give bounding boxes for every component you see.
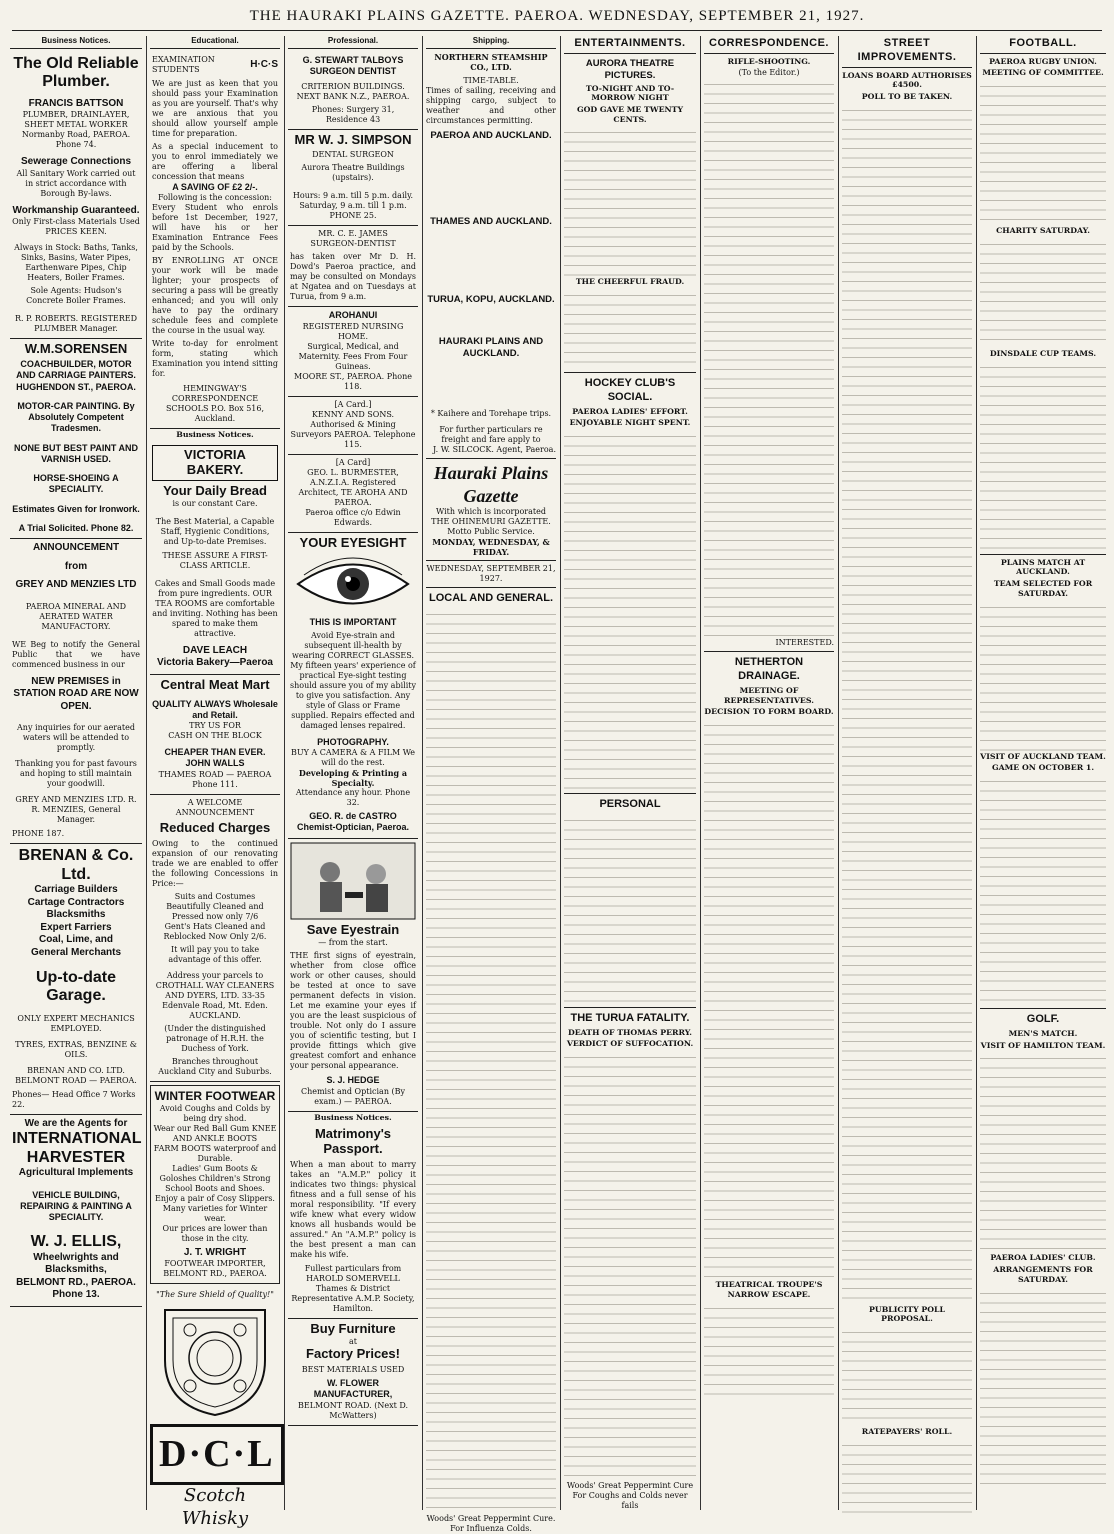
news-body-text xyxy=(980,1052,1106,1252)
ad-eyesight: YOUR EYESIGHT THIS IS IMPORTANT Avoid Eye-strain and subsequent ill-health by wearing CORRECT GLASSES. My fifteen years' experience of practical Eye-sight testing should assure you of my ability to give you satisfaction. Any style of Glass or Frame supplied. Repairs effected and damaged lenses repaired. PHOTOGRAPHY. BUY A CAMERA & A FILM We will do the rest. Developing & Printing a Specialty. Attendance any hour. Phone 32. GEO. R. de CASTRO Chemist-Optician, Paeroa. xyxy=(288,533,418,839)
column-divider xyxy=(284,36,285,1510)
ad-international-harvester: We are the Agents for INTERNATIONAL HARVESTER Agricultural Implements VEHICLE BUILDING, REPAIRING & PAINTING A SPECIALITY. W. J. ELLIS, Wheelwrights and Blacksmiths, BELMONT RD., PAEROA. Phone 13. xyxy=(10,1115,142,1307)
column-divider xyxy=(146,36,147,1510)
column-heading: FOOTBALL. xyxy=(980,36,1106,54)
ad-crothall: A WELCOME ANNOUNCEMENT Reduced Charges Owing to the continued expansion of our renovating trade we are enabled to offer the following Concessions in Price:— Suits and Costumes Beautifully Cleaned and Pressed now only 7/6 Gent's Hats Cleaned and Reblocked Now Only 2/6. It will pay you to take advantage of this offer. Address your parcels to CROTHALL WAY CLEANERS AND DYERS, LTD. 33-35 Edenvale Road, Mt. Eden. AUCKLAND. (Under the distinguished patronage of H.R.H. the Duchess of York. Branches throughout Auckland City and Suburbs. xyxy=(150,795,280,1082)
news-body-text xyxy=(842,1326,972,1426)
column-heading: CORRESPONDENCE. xyxy=(704,36,834,54)
news-body-text xyxy=(564,126,696,276)
column-heading: Business Notices. xyxy=(10,36,142,49)
news-body-text xyxy=(704,719,834,1279)
sailing-table xyxy=(426,144,556,212)
ad-hedge: Save Eyestrain — from the start. THE first signs of eyestrain, whether from close office work or other causes, should be tested at once to save permanent defects in vision. Let me examine your eyes if you are the least suspicious of trouble. Not only do I assure you of scientific testing, but I provide fittings which give greatest comfort and enhance your personal appearance. S. J. HEDGE Chemist and Optician (By exam.) — PAEROA. xyxy=(288,839,418,1112)
sailing-table xyxy=(426,308,556,332)
ad-winter-footwear: WINTER FOOTWEAR Avoid Coughs and Colds by being dry shod. Wear our Red Ball Gum KNEE AND ANKLE BOOTS FARM BOOTS waterproof and Durable. Ladies' Gum Boots & Goloshes Children's Strong School Boots and Shoes. Enjoy a pair of Cosy Slippers. Many varieties for Winter wear. Our prices are lower than those in the city. J. T. WRIGHT FOOTWEAR IMPORTER, BELMONT RD., PAEROA. xyxy=(150,1085,280,1285)
news-body-text xyxy=(564,430,696,790)
column-divider xyxy=(976,36,977,1510)
column-divider xyxy=(422,36,423,1510)
news-body-text xyxy=(980,80,1106,225)
section-heading: LOCAL AND GENERAL. xyxy=(428,592,554,605)
card-simpson: MR W. J. SIMPSON DENTAL SURGEON Aurora Theatre Buildings (upstairs). Hours: 9 a.m. till 5 p.m. daily. Saturday, 9 a.m. till 1 p.m. PHONE 25. xyxy=(288,130,418,227)
optician-illustration-icon xyxy=(290,842,416,920)
card-james: MR. C. E. JAMES SURGEON-DENTIST has taken over Mr D. H. Dowd's Paeroa practice, and may be consulted on Mondays at Ngatea and on Tuesdays at Turua, from 9 a.m. xyxy=(288,226,418,307)
letter-body-text xyxy=(704,78,834,638)
gazette-nameplate: Hauraki Plains Gazette xyxy=(433,463,549,506)
hcs-logo: H·C·S xyxy=(250,58,278,70)
ad-central-meat-mart: Central Meat Mart QUALITY ALWAYS Wholesale and Retail. TRY US FOR CASH ON THE BLOCK CHEAPER THAN EVER. JOHN WALLS THAMES ROAD — PAEROA Phone 111. xyxy=(150,675,280,795)
news-body-text xyxy=(980,601,1106,751)
column-entertainments: ENTERTAINMENTS. AURORA THEATRE PICTURES. TO-NIGHT AND TO-MORROW NIGHT GOD GAVE ME TWENTY CENTS. THE CHEERFUL FRAUD. HOCKEY CLUB'S SOCIAL. PAEROA LADIES' EFFORT. ENJOYABLE NIGHT SPENT. PERSONAL THE TURUA FATALITY. DEATH OF THOMAS PERRY. VERDICT OF SUFFOCATION. Woods' Great Peppermint Cure For Coughs and Colds never fails xyxy=(564,36,696,1510)
ad-victoria-bakery: VICTORIA BAKERY. Your Daily Bread is our constant Care. The Best Material, a Capable Staff, Hygienic Conditions, and Up-to-date Premises. THESE ASSURE A FIRST-CLASS ARTICLE. Cakes and Small Goods made from pure ingredients. OUR TEA ROOMS are comfortable and inviting. Nothing has been spared to make them attractive. DAVE LEACH Victoria Bakery—Paeroa xyxy=(150,442,280,675)
ad-hemingway: EXAMINATION STUDENTS H·C·S We are just as keen that you should pass your Examination as you are yourself. That's why we are anxious that you should allow yourself ample time for preparation. As a special inducement to you to enrol immediately we are offering a liberal concession that means A SAVING OF £2 2/-. Following is the concession: Every Student who enrols before 1st December, 1927, will have his or her Examination Entrance Fees paid by the Schools. BY ENROLLING AT ONCE your work will be made lighter; your prospects of securing a pass will be greatly enhanced; and you will only have to pay the ordinary schedule fees and complete the course in the usual way. Write to-day for enrolment form, stating which Examination you intend sitting for. HEMINGWAY'S CORRESPONDENCE SCHOOLS P.O. Box 516, Auckland. xyxy=(150,52,280,429)
ad-brenan: BRENAN & Co. Ltd. Carriage Builders Cartage Contractors Blacksmiths Expert Farriers Coal, Lime, and General Merchants Up-to-date Garage. ONLY EXPERT MECHANICS EMPLOYED. TYRES, EXTRAS, BENZINE & OILS. BRENAN AND CO. LTD. BELMONT ROAD — PAEROA. Phones— Head Office 7 Works 22. xyxy=(10,844,142,1115)
column-professional: Professional. G. STEWART TALBOYS SURGEON DENTIST CRITERION BUILDINGS. NEXT BANK N.Z., PAEROA. Phones: Surgery 31, Residence 43 MR W. J. SIMPSON DENTAL SURGEON Aurora Theatre Buildings (upstairs). Hours: 9 a.m. till 5 p.m. daily. Saturday, 9 a.m. till 1 p.m. PHONE 25. MR. C. E. JAMES SURGEON-DENTIST has taken over Mr D. H. Dowd's Paeroa practice, and may be consulted on Mondays at Ngatea and on Tuesdays at Turua, from 9 a.m. AROHANUI REGISTERED NURSING HOME. Surgical, Medical, and Maternity. Fees From Four Guineas. MOORE ST., PAEROA. Phone 118. [A Card.] KENNY AND SONS. Authorised & Mining Surveyors PAEROA. Telephone 115. [A Card] GEO. L. BURMESTER, A.N.Z.I.A. Registered Architect, TE AROHA AND PAEROA. Paeroa office c/o Edwin Edwards. YOUR EYESIGHT THIS IS IMPORTANT Avoid Eye-strain and subsequent ill-health by wearing CORRECT GLASSES. My fifteen years' experience of practical Eye-sight testing should assure you of my ability to give you satisfaction. Any style of Glass or Frame supplied. Repairs effected and damaged lenses repaired. PHOTOGRAPHY. BUY A CAMERA & A FILM We will do the rest. Developing & Printing a Specialty. Attendance any hour. Phone 32. GEO. R. de CASTRO Chemist-Optician, Paeroa. Save Eyestrain — from the start. THE first signs of eyestrain, whether from close office work or other causes, should be tested at once to save permanent defects in vision. Let me examine your eyes if you are the least suspicious of trouble. Not only do I assure you of scientific testing, but I provide fittings which give greatest comfort and enhance your personal appearance. S. J. HEDGE Chemist and Optician (By exam.) — PAEROA. Business Notices. Matrimony's Passport. When a man about to marry takes an "A.M.P." policy it indicates two things: physical fitness and a full sense of his moral responsibility. "If every wife knew what every widow knows all husbands would be assured." An "A.M.P." policy is the best present a man can make his wife. Fullest particulars from HAROLD SOMERVELL Thames & District Representative A.M.P. Society, Hamilton. Buy Furniture at Factory Prices! BEST MATERIALS USED W. FLOWER MANUFACTURER, BELMONT ROAD. (Next D. McWatters) xyxy=(288,36,418,1510)
masthead-rule xyxy=(12,30,1102,31)
news-body-text xyxy=(564,814,696,1004)
news-body-text xyxy=(564,289,696,369)
column-shipping: Shipping. NORTHERN STEAMSHIP CO., LTD. TIME-TABLE. Times of sailing, receiving and shipping cargo, subject to weather and other circumstances permitting. PAEROA AND AUCKLAND. THAMES AND AUCKLAND. TURUA, KOPU, AUCKLAND. HAURAKI PLAINS AND AUCKLAND. * Kaihere and Torehape trips. For further particulars re freight and fare apply to J. W. SILCOCK. Agent, Paeroa. Hauraki Plains Gazette With which is incorporated THE OHINEMURI GAZETTE. Motto Public Service. MONDAY, WEDNESDAY, & FRIDAY. WEDNESDAY, SEPTEMBER 21, 1927. LOCAL AND GENERAL. Woods' Great Peppermint Cure. For Influenza Colds. xyxy=(426,36,556,1534)
news-body-text xyxy=(564,1051,696,1481)
column-divider xyxy=(838,36,839,1510)
masthead: THE HAURAKI PLAINS GAZETTE. PAEROA. WEDNESDAY, SEPTEMBER 21, 1927. xyxy=(249,8,865,24)
column-heading: Educational. xyxy=(150,36,280,49)
news-body-text xyxy=(842,104,972,1304)
column-heading: ENTERTAINMENTS. xyxy=(564,36,696,54)
column-heading: STREET IMPROVEMENTS. xyxy=(842,36,972,68)
card-talboys: G. STEWART TALBOYS SURGEON DENTIST CRITERION BUILDINGS. NEXT BANK N.Z., PAEROA. Phones: Surgery 31, Residence 43 xyxy=(288,52,418,130)
ad-plumber: The Old Reliable Plumber. FRANCIS BATTSON PLUMBER, DRAINLAYER, SHEET METAL WORKER Normanby Road, PAEROA. Phone 74. Sewerage Connections All Sanitary Work carried out in strict accordance with Borough By-laws. Workmanship Guaranteed. Only First-class Materials Used PRICES KEEN. Always in Stock: Baths, Tanks, Sinks, Basins, Water Pipes, Earthenware Pipes, Chip Heaters, Boiler Frames. Sole Agents: Hudson's Concrete Boiler Frames. R. P. ROBERTS. REGISTERED PLUMBER Manager. xyxy=(10,52,142,339)
shield-crest-icon xyxy=(155,1300,275,1420)
ad-furniture: Buy Furniture at Factory Prices! BEST MATERIALS USED W. FLOWER MANUFACTURER, BELMONT ROAD. (Next D. McWatters) xyxy=(288,1319,418,1425)
column-street-improvements: STREET IMPROVEMENTS. LOANS BOARD AUTHORISES £4500. POLL TO BE TAKEN. PUBLICITY POLL PROPOSAL. RATEPAYERS' ROLL. xyxy=(842,36,972,1510)
column-educational: Educational. EXAMINATION STUDENTS H·C·S We are just as keen that you should pass your Examination as you are yourself. That's why we are anxious that you should allow yourself ample time for preparation. As a special inducement to you to enrol immediately we are offering a liberal concession that means A SAVING OF £2 2/-. Following is the concession: Every Student who enrols before 1st December, 1927, will have his or her Examination Entrance Fees paid by the Schools. BY ENROLLING AT ONCE your work will be made lighter; your prospects of securing a pass will be greatly enhanced; and you will only have to pay the ordinary schedule fees and complete the course in the usual way. Write to-day for enrolment form, stating which Examination you intend sitting for. HEMINGWAY'S CORRESPONDENCE SCHOOLS P.O. Box 516, Auckland. Business Notices. VICTORIA BAKERY. Your Daily Bread is our constant Care. The Best Material, a Capable Staff, Hygienic Conditions, and Up-to-date Premises. THESE ASSURE A FIRST-CLASS ARTICLE. Cakes and Small Goods made from pure ingredients. OUR TEA ROOMS are comfortable and inviting. Nothing has been spared to make them attractive. DAVE LEACH Victoria Bakery—Paeroa Central Meat Mart QUALITY ALWAYS Wholesale and Retail. TRY US FOR CASH ON THE BLOCK CHEAPER THAN EVER. JOHN WALLS THAMES ROAD — PAEROA Phone 111. A WELCOME ANNOUNCEMENT Reduced Charges Owing to the continued expansion of our renovating trade we are enabled to offer the following Concessions in Price:— Suits and Costumes Beautifully Cleaned and Pressed now only 7/6 Gent's Hats Cleaned and Reblocked Now Only 2/6. It will pay you to take advantage of this offer. Address your parcels to CROTHALL WAY CLEANERS AND DYERS, LTD. 33-35 Edenvale Road, Mt. Eden. AUCKLAND. (Under the distinguished patronage of H.R.H. the Duchess of York. Branches throughout Auckland City and Suburbs. WINTER FOOTWEAR Avoid Coughs and Colds by being dry shod. Wear our Red Ball Gum KNEE AND ANKLE BOOTS FARM BOOTS waterproof and Durable. Ladies' Gum Boots & Goloshes Children's Strong School Boots and Shoes. Enjoy a pair of Cosy Slippers. Many varieties for Winter wear. Our prices are lower than those in the city. J. T. WRIGHT FOOTWEAR IMPORTER, BELMONT RD., PAEROA. "The Sure Shield of Quality!" D·C·L Scotch Whisky xyxy=(150,36,280,1510)
ad-title: The Old Reliable Plumber. xyxy=(13,55,139,91)
news-body-text xyxy=(980,238,1106,348)
card-burmester: [A Card] GEO. L. BURMESTER, A.N.Z.I.A. Registered Architect, TE AROHA AND PAEROA. Paeroa office c/o Edwin Edwards. xyxy=(288,455,418,533)
column-divider xyxy=(700,36,701,1510)
ad-grey-menzies: ANNOUNCEMENT from GREY AND MENZIES LTD PAEROA MINERAL AND AERATED WATER MANUFACTORY. WE Beg to notify the General Public that we have commenced business in our NEW PREMISES in STATION ROAD ARE NOW OPEN. Any inquiries for our aerated waters will be attended to promptly. Thanking you for past favours and hoping to still maintain your goodwill. GREY AND MENZIES LTD. R. R. MENZIES, General Manager. PHONE 187. xyxy=(10,539,142,844)
news-body-text xyxy=(842,1439,972,1519)
news-body-text xyxy=(980,1287,1106,1487)
news-body-text xyxy=(980,361,1106,551)
sailing-table xyxy=(426,361,556,409)
ad-amp: Matrimony's Passport. When a man about to marry takes an "A.M.P." policy it indicates two things: physical fitness and a full sense of his moral responsibility. "If every wife knew what every widow knows all husbands would be assured." An "A.M.P." policy is the best present a man can make his wife. Fullest particulars from HAROLD SOMERVELL Thames & District Representative A.M.P. Society, Hamilton. xyxy=(288,1124,418,1319)
column-heading: Shipping. xyxy=(426,36,556,49)
ad-sorensen: W.M.SORENSEN COACHBUILDER, MOTOR AND CARRIAGE PAINTERS. HUGHENDON ST., PAEROA. MOTOR-CAR PAINTING. By Absolutely Competent Tradesmen. NONE BUT BEST PAINT AND VARNISH USED. HORSE-SHOEING A SPECIALITY. Estimates Given for Ironwork. A Trial Solicited. Phone 82. xyxy=(10,339,142,539)
column-divider xyxy=(560,36,561,1510)
news-body-text xyxy=(980,775,1106,1005)
eye-icon xyxy=(294,555,412,613)
sailing-table xyxy=(426,230,556,290)
column-heading: Professional. xyxy=(288,36,418,49)
card-kenny: [A Card.] KENNY AND SONS. Authorised & Mining Surveyors PAEROA. Telephone 115. xyxy=(288,397,418,455)
news-body-text xyxy=(704,1302,834,1402)
column-correspondence: CORRESPONDENCE. RIFLE-SHOOTING. (To the Editor.) INTERESTED. NETHERTON DRAINAGE. MEETING OF REPRESENTATIVES. DECISION TO FORM BOARD. THEATRICAL TROUPE'S NARROW ESCAPE. xyxy=(704,36,834,1510)
card-arohanui: AROHANUI REGISTERED NURSING HOME. Surgical, Medical, and Maternity. Fees From Four Guineas. MOORE ST., PAEROA. Phone 118. xyxy=(288,307,418,396)
column-business-notices xyxy=(10,36,142,1510)
news-body-text xyxy=(426,608,556,1508)
ad-dcl-whisky: "The Sure Shield of Quality!" D·C·L Scotch Whisky xyxy=(150,1290,280,1530)
column-football: FOOTBALL. PAEROA RUGBY UNION. MEETING OF COMMITTEE. CHARITY SATURDAY. DINSDALE CUP TEAMS. PLAINS MATCH AT AUCKLAND. TEAM SELECTED FOR SATURDAY. VISIT OF AUCKLAND TEAM. GAME ON OCTOBER 1. GOLF. MEN'S MATCH. VISIT OF HAMILTON TEAM. PAEROA LADIES' CLUB. ARRANGEMENTS FOR SATURDAY. xyxy=(980,36,1106,1510)
